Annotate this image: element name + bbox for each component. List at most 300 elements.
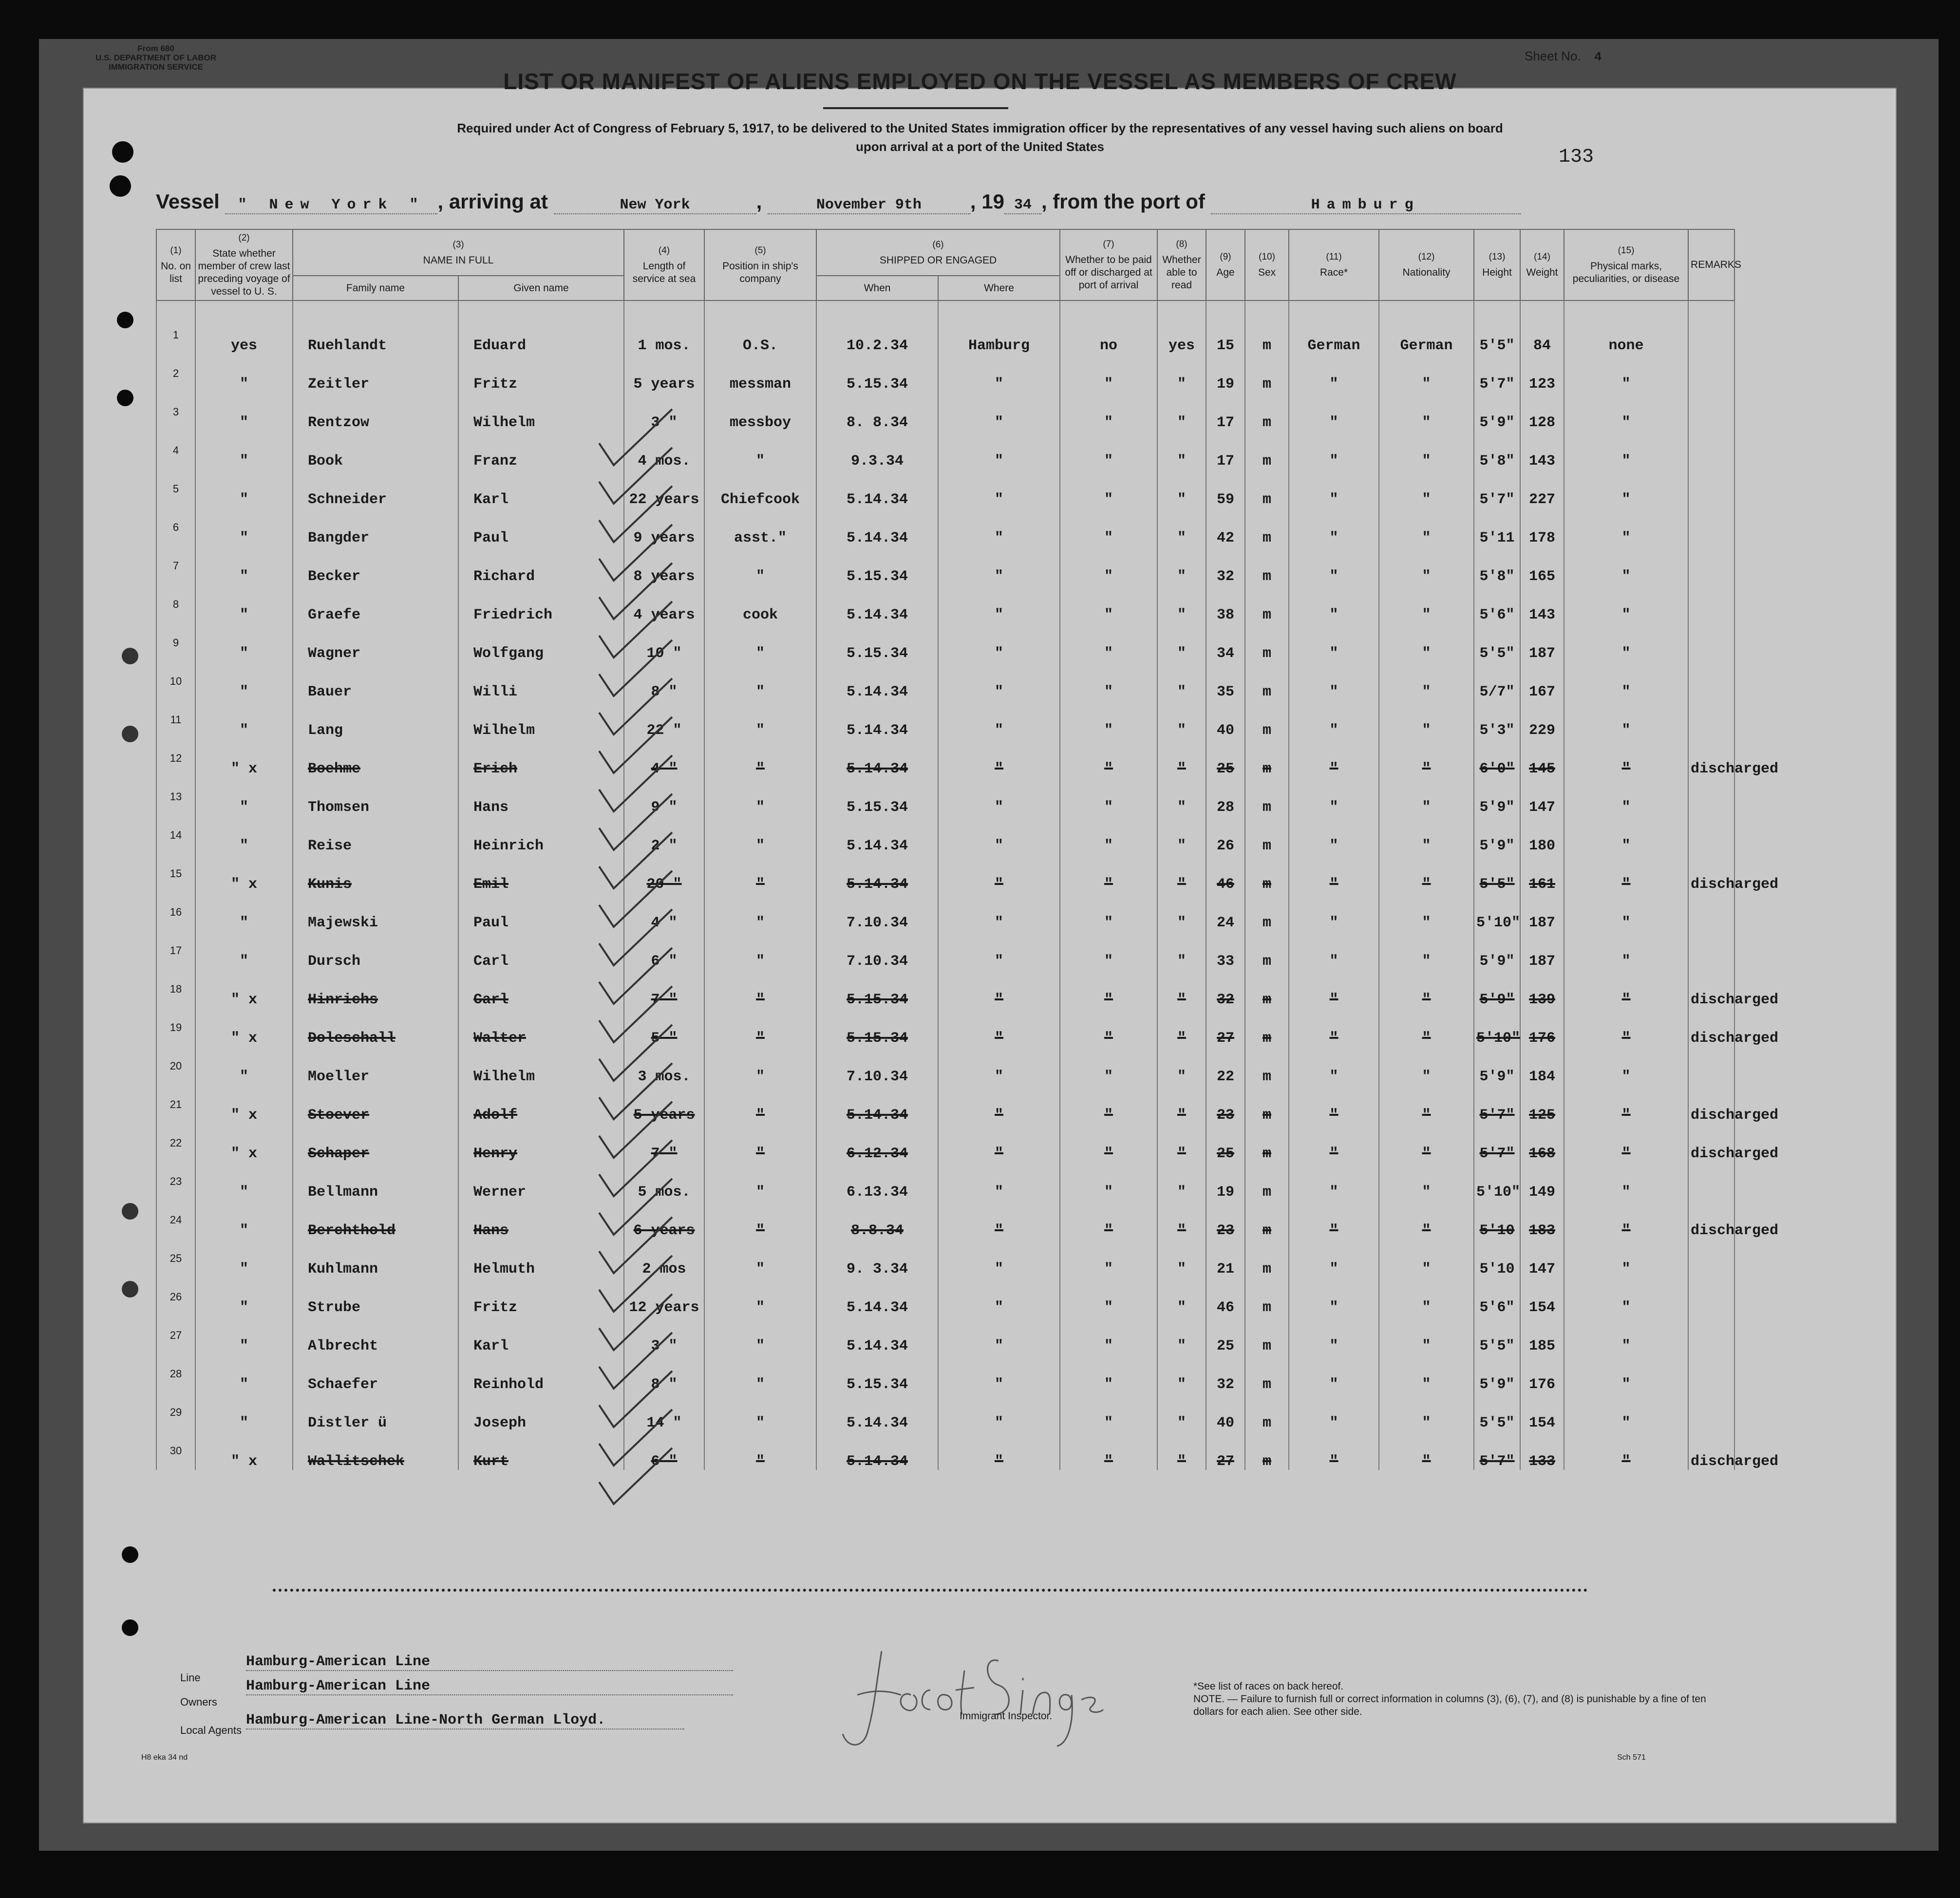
family-name-cell: Schaper [293, 1124, 458, 1162]
table-row [156, 931, 1734, 970]
race-cell: " [1289, 1124, 1379, 1162]
physical-marks-cell: " [1564, 508, 1688, 546]
sex-cell: m [1245, 1431, 1289, 1470]
able-to-read-cell: " [1157, 662, 1206, 700]
height-cell: 5'5" [1474, 1316, 1520, 1354]
sex-cell: m [1245, 1162, 1289, 1201]
check-mark [599, 563, 672, 619]
shipped-when-cell: 7.10.34 [816, 931, 938, 970]
header-family-name: Family name [293, 276, 458, 301]
row-number-cell: 21 [156, 1085, 195, 1124]
row-number-cell: 30 [156, 1431, 195, 1470]
shipped-when-cell: 5.14.34 [816, 1316, 938, 1354]
remarks-cell [1688, 470, 1734, 508]
previous-voyage-cell: yes [195, 301, 293, 354]
check-mark [599, 832, 672, 888]
table-row [156, 662, 1734, 700]
race-cell: German [1289, 301, 1379, 354]
race-cell: " [1289, 431, 1379, 470]
race-cell: " [1289, 816, 1379, 854]
position-cell: " [704, 700, 816, 739]
given-name-cell: Erich [458, 739, 624, 777]
punch-hole [122, 1203, 138, 1220]
shipped-where-cell: " [938, 585, 1060, 623]
paid-off-cell: " [1060, 700, 1157, 739]
paid-off-cell: " [1060, 854, 1157, 893]
sex-cell: m [1245, 1085, 1289, 1124]
shipped-where-cell: " [938, 546, 1060, 585]
given-name-cell: Helmuth [458, 1239, 624, 1278]
table-row [156, 431, 1734, 470]
able-to-read-cell: " [1157, 585, 1206, 623]
table-row [156, 777, 1734, 816]
check-mark [599, 1448, 672, 1504]
header-col-8: (8) Whether able to read [1157, 229, 1206, 301]
height-cell: 5'10 [1474, 1201, 1520, 1239]
remarks-cell [1688, 546, 1734, 585]
length-of-service-cell: 5 years [624, 354, 704, 393]
able-to-read-cell: " [1157, 816, 1206, 854]
position-cell: " [704, 1008, 816, 1047]
position-cell: " [704, 1239, 816, 1278]
penalty-note: NOTE. — Failure to furnish full or correct information in columns (3), (6), (7), and (8) is punishable by a fine of ten dollars for each alien. See other side. [1193, 1693, 1706, 1717]
shipped-when-cell: 5.14.34 [816, 700, 938, 739]
race-cell: " [1289, 1393, 1379, 1431]
age-cell: 27 [1206, 1008, 1245, 1047]
length-of-service-cell: 2 " [624, 816, 704, 854]
age-cell: 25 [1206, 739, 1245, 777]
nationality-cell: " [1379, 1162, 1474, 1201]
shipped-when-cell: 5.14.34 [816, 662, 938, 700]
length-of-service-cell: 22 years [624, 470, 704, 508]
row-number-cell: 28 [156, 1354, 195, 1393]
family-name-cell: Reise [293, 816, 458, 854]
race-cell: " [1289, 893, 1379, 931]
physical-marks-cell: " [1564, 1162, 1688, 1201]
position-cell: " [704, 1047, 816, 1085]
table-row [156, 1201, 1734, 1239]
previous-voyage-cell: " [195, 1278, 293, 1316]
nationality-cell: " [1379, 893, 1474, 931]
paid-off-cell: " [1060, 1239, 1157, 1278]
position-cell: " [704, 1162, 816, 1201]
table-row [156, 970, 1734, 1008]
length-of-service-cell: 8 years [624, 546, 704, 585]
nationality-cell: " [1379, 931, 1474, 970]
weight-cell: 147 [1520, 1239, 1564, 1278]
height-cell: 5'9" [1474, 1354, 1520, 1393]
row-number-cell: 1 [156, 301, 195, 354]
row-number-cell: 6 [156, 508, 195, 546]
paid-off-cell: " [1060, 893, 1157, 931]
paid-off-cell: " [1060, 585, 1157, 623]
punch-hole [110, 175, 131, 197]
vessel-name: " New York " [225, 197, 437, 214]
length-of-service-cell: 5 mos. [624, 1162, 704, 1201]
remarks-cell: discharged [1688, 1431, 1734, 1470]
height-cell: 5'10" [1474, 1008, 1520, 1047]
given-name-cell: Wilhelm [458, 393, 624, 431]
physical-marks-cell: " [1564, 1316, 1688, 1354]
table-row [156, 1162, 1734, 1201]
remarks-cell [1688, 662, 1734, 700]
nationality-cell: " [1379, 1008, 1474, 1047]
position-cell: messman [704, 354, 816, 393]
height-cell: 5'7" [1474, 354, 1520, 393]
nationality-cell: " [1379, 623, 1474, 662]
shipped-where-cell: " [938, 1201, 1060, 1239]
paid-off-cell: " [1060, 623, 1157, 662]
nationality-cell: " [1379, 1239, 1474, 1278]
paid-off-cell: " [1060, 1085, 1157, 1124]
nationality-cell: " [1379, 1085, 1474, 1124]
family-name-cell: Lang [293, 700, 458, 739]
family-name-cell: Thomsen [293, 777, 458, 816]
paid-off-cell: " [1060, 1201, 1157, 1239]
length-of-service-cell: 5 " [624, 1008, 704, 1047]
physical-marks-cell: " [1564, 970, 1688, 1008]
arrival-date: November 9th [768, 197, 970, 214]
family-name-cell: Wallitschek [293, 1431, 458, 1470]
sex-cell: m [1245, 1047, 1289, 1085]
length-of-service-cell: 3 " [624, 393, 704, 431]
previous-voyage-cell: " [195, 354, 293, 393]
weight-cell: 185 [1520, 1316, 1564, 1354]
length-of-service-cell: 10 " [624, 623, 704, 662]
race-cell: " [1289, 1162, 1379, 1201]
header-remarks: REMARKS [1688, 229, 1734, 301]
check-mark [599, 1333, 672, 1389]
shipped-when-cell: 5.15.34 [816, 354, 938, 393]
weight-cell: 227 [1520, 470, 1564, 508]
shipped-when-cell: 5.14.34 [816, 470, 938, 508]
able-to-read-cell: " [1157, 970, 1206, 1008]
header-col-9: (9) Age [1206, 229, 1245, 301]
nationality-cell: " [1379, 1124, 1474, 1162]
length-of-service-cell: 4 " [624, 739, 704, 777]
shipped-where-cell: " [938, 354, 1060, 393]
height-cell: 5'5" [1474, 301, 1520, 354]
sex-cell: m [1245, 1316, 1289, 1354]
able-to-read-cell: " [1157, 1354, 1206, 1393]
shipped-when-cell: 5.15.34 [816, 623, 938, 662]
nationality-cell: German [1379, 301, 1474, 354]
family-name-cell: Kunis [293, 854, 458, 893]
family-name-cell: Majewski [293, 893, 458, 931]
row-number-cell: 7 [156, 546, 195, 585]
sex-cell: m [1245, 739, 1289, 777]
position-cell: messboy [704, 393, 816, 431]
punch-hole [117, 390, 133, 406]
sheet-value: 4 [1594, 50, 1602, 64]
race-cell: " [1289, 546, 1379, 585]
race-cell: " [1289, 1239, 1379, 1278]
height-cell: 5'5" [1474, 854, 1520, 893]
able-to-read-cell: yes [1157, 301, 1206, 354]
nationality-cell: " [1379, 393, 1474, 431]
physical-marks-cell: " [1564, 1431, 1688, 1470]
previous-voyage-cell: " x [195, 1008, 293, 1047]
punch-hole [122, 1546, 138, 1563]
length-of-service-cell: 4 mos. [624, 431, 704, 470]
previous-voyage-cell: " [195, 508, 293, 546]
sex-cell: m [1245, 301, 1289, 354]
remarks-cell [1688, 893, 1734, 931]
previous-voyage-cell: " x [195, 739, 293, 777]
table-row [156, 301, 1734, 354]
given-name-cell: Henry [458, 1124, 624, 1162]
row-number-cell: 19 [156, 1008, 195, 1047]
check-mark [599, 448, 672, 504]
header-col-1: (1) No. on list [156, 229, 195, 301]
punch-hole [122, 1619, 138, 1636]
paid-off-cell: " [1060, 1162, 1157, 1201]
remarks-cell: discharged [1688, 1008, 1734, 1047]
shipped-when-cell: 5.15.34 [816, 546, 938, 585]
shipped-when-cell: 6.13.34 [816, 1162, 938, 1201]
family-name-cell: Doleschall [293, 1008, 458, 1047]
nationality-cell: " [1379, 508, 1474, 546]
length-of-service-cell: 6 " [624, 1431, 704, 1470]
position-cell: " [704, 1316, 816, 1354]
given-name-cell: Friedrich [458, 585, 624, 623]
age-cell: 40 [1206, 700, 1245, 739]
age-cell: 26 [1206, 816, 1245, 854]
page-title: LIST OR MANIFEST OF ALIENS EMPLOYED ON THE VESSEL AS MEMBERS OF CREW [503, 69, 1457, 94]
header-given-name: Given name [458, 276, 624, 301]
position-cell: " [704, 1124, 816, 1162]
height-cell: 5'3" [1474, 700, 1520, 739]
physical-marks-cell: " [1564, 1047, 1688, 1085]
length-of-service-cell: 9 " [624, 777, 704, 816]
weight-cell: 187 [1520, 931, 1564, 970]
shipped-where-cell: " [938, 1124, 1060, 1162]
able-to-read-cell: " [1157, 1201, 1206, 1239]
remarks-cell [1688, 623, 1734, 662]
physical-marks-cell: " [1564, 431, 1688, 470]
header-when: When [816, 276, 938, 301]
nationality-cell: " [1379, 1431, 1474, 1470]
page-subtitle [0, 119, 1960, 156]
family-name-cell: Boehme [293, 739, 458, 777]
year-prefix: 19 [981, 190, 1004, 213]
height-cell: 5'10" [1474, 893, 1520, 931]
sheet-label: Sheet No. [1525, 49, 1581, 63]
year-suffix: 34 [1004, 197, 1041, 214]
check-mark [599, 1217, 672, 1273]
form-code: H8 eka 34 nd [141, 1753, 188, 1762]
table-row [156, 1008, 1734, 1047]
able-to-read-cell: " [1157, 1047, 1206, 1085]
age-cell: 34 [1206, 623, 1245, 662]
crew-table [156, 229, 1779, 1470]
able-to-read-cell: " [1157, 1278, 1206, 1316]
physical-marks-cell: " [1564, 1393, 1688, 1431]
sex-cell: m [1245, 1278, 1289, 1316]
family-name-cell: Becker [293, 546, 458, 585]
table-row [156, 1431, 1734, 1470]
check-mark [599, 1140, 672, 1196]
row-number-cell: 11 [156, 700, 195, 739]
physical-marks-cell: " [1564, 393, 1688, 431]
header-col-12: (12) Nationality [1379, 229, 1474, 301]
previous-voyage-cell: " [195, 1316, 293, 1354]
punch-hole [122, 648, 138, 664]
table-row [156, 1354, 1734, 1393]
paid-off-cell: " [1060, 546, 1157, 585]
table-row [156, 470, 1734, 508]
paid-off-cell: " [1060, 662, 1157, 700]
position-cell: " [704, 893, 816, 931]
row-number-cell: 26 [156, 1278, 195, 1316]
physical-marks-cell: " [1564, 546, 1688, 585]
punch-hole [122, 1281, 138, 1297]
remarks-cell: discharged [1688, 1085, 1734, 1124]
from-label: , from the port of [1041, 190, 1205, 213]
weight-cell: 128 [1520, 393, 1564, 431]
shipped-when-cell: 5.14.34 [816, 1431, 938, 1470]
shipped-where-cell: " [938, 700, 1060, 739]
able-to-read-cell: " [1157, 777, 1206, 816]
remarks-cell [1688, 585, 1734, 623]
sex-cell: m [1245, 354, 1289, 393]
row-number-cell: 14 [156, 816, 195, 854]
given-name-cell: Wolfgang [458, 623, 624, 662]
weight-cell: 123 [1520, 354, 1564, 393]
check-mark [599, 1025, 672, 1081]
check-mark [599, 640, 672, 696]
shipped-where-cell: " [938, 1316, 1060, 1354]
punch-hole [117, 312, 133, 328]
crew-rows [156, 301, 1779, 1470]
remarks-cell: discharged [1688, 970, 1734, 1008]
length-of-service-cell: 9 years [624, 508, 704, 546]
physical-marks-cell: " [1564, 1008, 1688, 1047]
weight-cell: 147 [1520, 777, 1564, 816]
remarks-cell [1688, 1278, 1734, 1316]
position-cell: " [704, 431, 816, 470]
age-cell: 15 [1206, 301, 1245, 354]
header-col-5: (5) Position in ship's company [704, 229, 816, 301]
age-cell: 46 [1206, 1278, 1245, 1316]
weight-cell: 176 [1520, 1354, 1564, 1393]
title-underline [823, 107, 1008, 109]
position-cell: " [704, 854, 816, 893]
remarks-cell [1688, 1047, 1734, 1085]
paid-off-cell: " [1060, 816, 1157, 854]
sex-cell: m [1245, 1008, 1289, 1047]
form-header [83, 44, 229, 72]
sex-cell: m [1245, 893, 1289, 931]
row-number-cell: 5 [156, 470, 195, 508]
height-cell: 5'9" [1474, 777, 1520, 816]
family-name-cell: Ruehlandt [293, 301, 458, 354]
table-row [156, 1239, 1734, 1278]
weight-cell: 229 [1520, 700, 1564, 739]
physical-marks-cell: " [1564, 700, 1688, 739]
shipped-where-cell: " [938, 816, 1060, 854]
position-cell: O.S. [704, 301, 816, 354]
table-row [156, 1085, 1734, 1124]
given-name-cell: Franz [458, 431, 624, 470]
check-marks [594, 429, 750, 1597]
race-cell: " [1289, 854, 1379, 893]
position-cell: " [704, 1201, 816, 1239]
able-to-read-cell: " [1157, 931, 1206, 970]
nationality-cell: " [1379, 1278, 1474, 1316]
weight-cell: 143 [1520, 431, 1564, 470]
table-row [156, 546, 1734, 585]
previous-voyage-cell: " [195, 585, 293, 623]
table-row [156, 354, 1734, 393]
family-name-cell: Berchthold [293, 1201, 458, 1239]
check-mark [599, 717, 672, 773]
table-row [156, 854, 1734, 893]
row-number-cell: 27 [156, 1316, 195, 1354]
check-mark [599, 678, 672, 734]
position-cell: " [704, 623, 816, 662]
height-cell: 5'7" [1474, 470, 1520, 508]
race-cell: " [1289, 354, 1379, 393]
row-number-cell: 13 [156, 777, 195, 816]
height-cell: 5'9" [1474, 931, 1520, 970]
sex-cell: m [1245, 470, 1289, 508]
family-name-cell: Kuhlmann [293, 1239, 458, 1278]
nationality-cell: " [1379, 354, 1474, 393]
previous-voyage-cell: " [195, 1047, 293, 1085]
given-name-cell: Wilhelm [458, 700, 624, 739]
previous-voyage-cell: " [195, 893, 293, 931]
header-col-10: (10) Sex [1245, 229, 1289, 301]
physical-marks-cell: " [1564, 1085, 1688, 1124]
check-mark [599, 525, 672, 581]
shipped-where-cell: " [938, 508, 1060, 546]
shipped-when-cell: 5.14.34 [816, 508, 938, 546]
nationality-cell: " [1379, 546, 1474, 585]
shipped-where-cell: " [938, 893, 1060, 931]
given-name-cell: Carl [458, 931, 624, 970]
service-name: IMMIGRATION SERVICE [109, 62, 203, 72]
shipped-when-cell: 5.14.34 [816, 1393, 938, 1431]
given-name-cell: Willi [458, 662, 624, 700]
position-cell: " [704, 816, 816, 854]
sex-cell: m [1245, 508, 1289, 546]
sex-cell: m [1245, 700, 1289, 739]
race-cell: " [1289, 1201, 1379, 1239]
race-cell: " [1289, 777, 1379, 816]
table-row [156, 623, 1734, 662]
row-number-cell: 12 [156, 739, 195, 777]
table-row [156, 585, 1734, 623]
weight-cell: 168 [1520, 1124, 1564, 1162]
age-cell: 25 [1206, 1124, 1245, 1162]
race-cell: " [1289, 1354, 1379, 1393]
shipped-when-cell: 5.15.34 [816, 777, 938, 816]
header-col-11: (11) Race* [1289, 229, 1379, 301]
race-cell: " [1289, 700, 1379, 739]
weight-cell: 178 [1520, 508, 1564, 546]
shipped-when-cell: 5.14.34 [816, 585, 938, 623]
check-mark [599, 1102, 672, 1158]
table-row [156, 508, 1734, 546]
weight-cell: 176 [1520, 1008, 1564, 1047]
race-cell: " [1289, 1047, 1379, 1085]
height-cell: 5'9" [1474, 1047, 1520, 1085]
weight-cell: 145 [1520, 739, 1564, 777]
remarks-cell [1688, 1316, 1734, 1354]
weight-cell: 143 [1520, 585, 1564, 623]
shipped-when-cell: 5.14.34 [816, 1085, 938, 1124]
